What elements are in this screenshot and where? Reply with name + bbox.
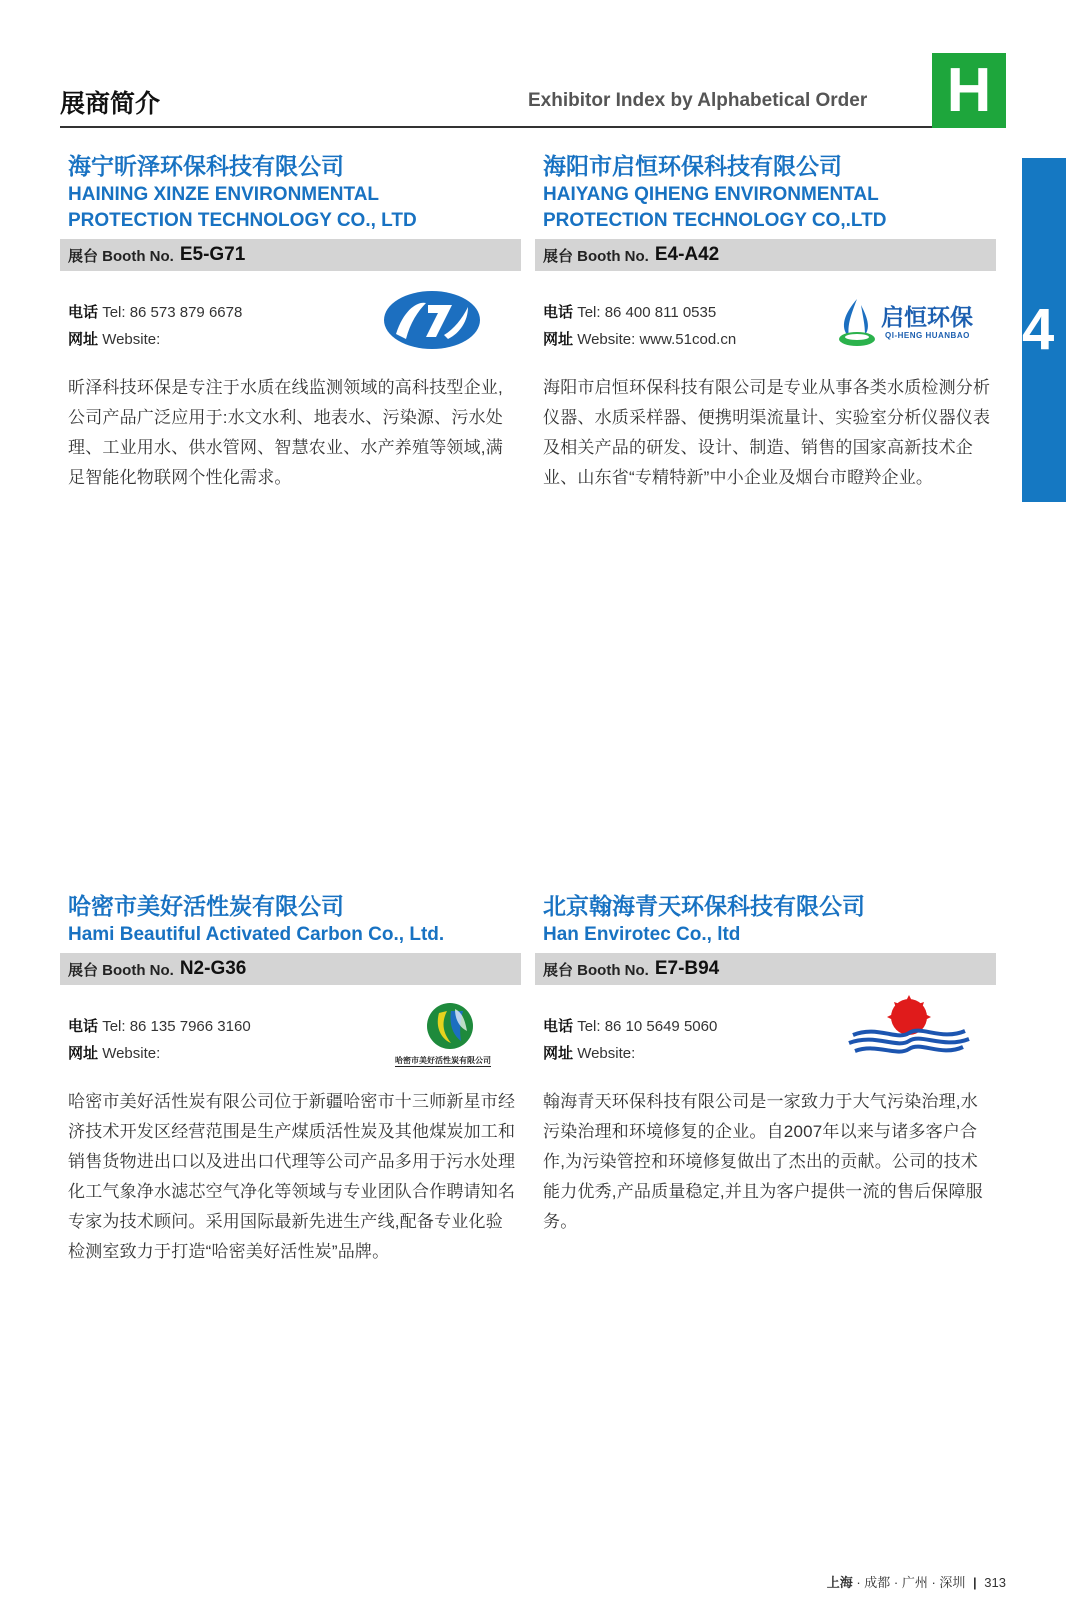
- tel-value: 86 573 879 6678: [129, 304, 243, 321]
- hanhai-sun-wave-logo-icon: [847, 995, 971, 1061]
- qiheng-logo-icon: [837, 297, 879, 347]
- booth-label: 展台 Booth No.: [68, 247, 174, 265]
- footer-city-main: 上海: [826, 1575, 853, 1590]
- website-line: 网址 Website:: [68, 331, 161, 348]
- company-name-cn: 海阳市启恒环保科技有限公司: [543, 153, 842, 179]
- contact-block: [535, 299, 996, 359]
- company-name-en-line2: PROTECTION TECHNOLOGY CO., LTD: [68, 210, 417, 231]
- website-line: 网址 Website:: [68, 1045, 161, 1062]
- website-value[interactable]: www.51cod.cn: [639, 331, 737, 348]
- qiheng-logo-text-cn: 启恒环保: [881, 304, 973, 330]
- company-name-cn: 哈密市美好活性炭有限公司: [68, 893, 344, 919]
- booth-bar: [535, 239, 996, 271]
- company-description: 昕泽科技环保是专注于水质在线监测领域的高科技型企业,公司产品广泛应用于:水文水利、地表水、污染源、污水处理、工业用水、供水管网、智慧农业、水产养殖等领域,满足智能化物联网个性化需求。: [68, 378, 503, 487]
- booth-label: 展台 Booth No.: [543, 247, 649, 265]
- header-divider: [60, 126, 1006, 128]
- contact-block: [60, 299, 521, 359]
- exhibitor-entry-hami: [60, 890, 521, 1267]
- company-name-en-line2: PROTECTION TECHNOLOGY CO,.LTD: [543, 210, 887, 231]
- exhibitor-entry-hanhai: [535, 890, 996, 1237]
- booth-bar: [60, 953, 521, 985]
- company-name-cn: 北京翰海青天环保科技有限公司: [543, 893, 865, 919]
- booth-bar: [60, 239, 521, 271]
- booth-label: 展台 Booth No.: [543, 961, 649, 979]
- tel-value: 86 400 811 0535: [604, 304, 717, 321]
- tel-value: 86 10 5649 5060: [604, 1018, 718, 1035]
- xinze-logo-icon: [382, 289, 482, 351]
- page-number: 313: [984, 1575, 1006, 1590]
- exhibitor-entry-qiheng: [535, 150, 996, 493]
- section-number: 4: [1022, 297, 1055, 362]
- letter-index-badge: H: [932, 53, 1006, 128]
- section-side-tab: [1022, 158, 1066, 502]
- page-subtitle: Exhibitor Index by Alphabetical Order: [528, 90, 868, 111]
- contact-block: [60, 1013, 521, 1073]
- qiheng-logo: [837, 293, 985, 353]
- tel-line: 电话 Tel: 86 400 811 0535: [543, 304, 717, 321]
- company-description: 哈密市美好活性炭有限公司位于新疆哈密市十三师新星市经济技术开发区经营范围是生产煤质活性炭及其他煤炭加工和销售货物进出口以及进出口代理等公司产品多用于污水处理化工气象净水滤芯空气净化等领域与专业团队合作聘请知名专家为技术顾问。采用国际最新先进生产线,配备专业化验检测室致力于打造“哈密美好活性炭”品牌。: [68, 1092, 516, 1261]
- booth-bar: [535, 953, 996, 985]
- company-name-en: HAINING XINZE ENVIRONMENTAL: [68, 184, 380, 205]
- website-line: 网址 Website: www.51cod.cn: [543, 331, 737, 348]
- company-name-cn: 海宁昕泽环保科技有限公司: [68, 153, 344, 179]
- hami-logo: [395, 1001, 505, 1069]
- hami-logo-icon: [425, 1001, 475, 1051]
- booth-number: E5-G71: [179, 244, 246, 265]
- tel-value: 86 135 7966 3160: [129, 1018, 251, 1035]
- website-line: 网址 Website:: [543, 1045, 636, 1062]
- company-name-en: HAIYANG QIHENG ENVIRONMENTAL: [543, 184, 879, 205]
- page-title: 展商简介: [60, 90, 161, 118]
- booth-label: 展台 Booth No.: [68, 961, 174, 979]
- company-name-en: Hami Beautiful Activated Carbon Co., Ltd.: [68, 924, 445, 945]
- booth-number: N2-G36: [179, 958, 247, 979]
- tel-line: 电话 Tel: 86 10 5649 5060: [543, 1018, 718, 1035]
- qiheng-logo-text-en: QI-HENG HUANBAO: [885, 331, 970, 340]
- hami-logo-text: 哈密市美好活性炭有限公司: [395, 1056, 491, 1065]
- contact-block: [535, 1013, 996, 1073]
- tel-line: 电话 Tel: 86 135 7966 3160: [68, 1018, 251, 1035]
- footer-cities: 成都 · 广州 · 深圳: [864, 1575, 966, 1590]
- company-name-en: Han Envirotec Co., ltd: [543, 924, 741, 945]
- exhibitor-entry-xinze: [60, 150, 521, 493]
- company-description: 翰海青天环保科技有限公司是一家致力于大气污染治理,水污染治理和环境修复的企业。自2007年以来与诸多客户合作,为污染管控和环境修复做出了杰出的贡献。公司的技术能力优秀,产品质量稳定,并且为客户提供一流的售后保障服务。: [543, 1092, 983, 1231]
- page-footer: 上海 · 成都 · 广州 · 深圳 | 313: [826, 1575, 1006, 1590]
- company-description: 海阳市启恒环保科技有限公司是专业从事各类水质检测分析仪器、水质采样器、便携明渠流量计、实验室分析仪器仪表及相关产品的研发、设计、制造、销售的国家高新技术企业、山东省“专精特新”中小企业及烟台市瞪羚企业。: [543, 378, 991, 487]
- tel-line: 电话 Tel: 86 573 879 6678: [68, 304, 243, 321]
- booth-number: E4-A42: [654, 244, 720, 265]
- booth-number: E7-B94: [654, 958, 720, 979]
